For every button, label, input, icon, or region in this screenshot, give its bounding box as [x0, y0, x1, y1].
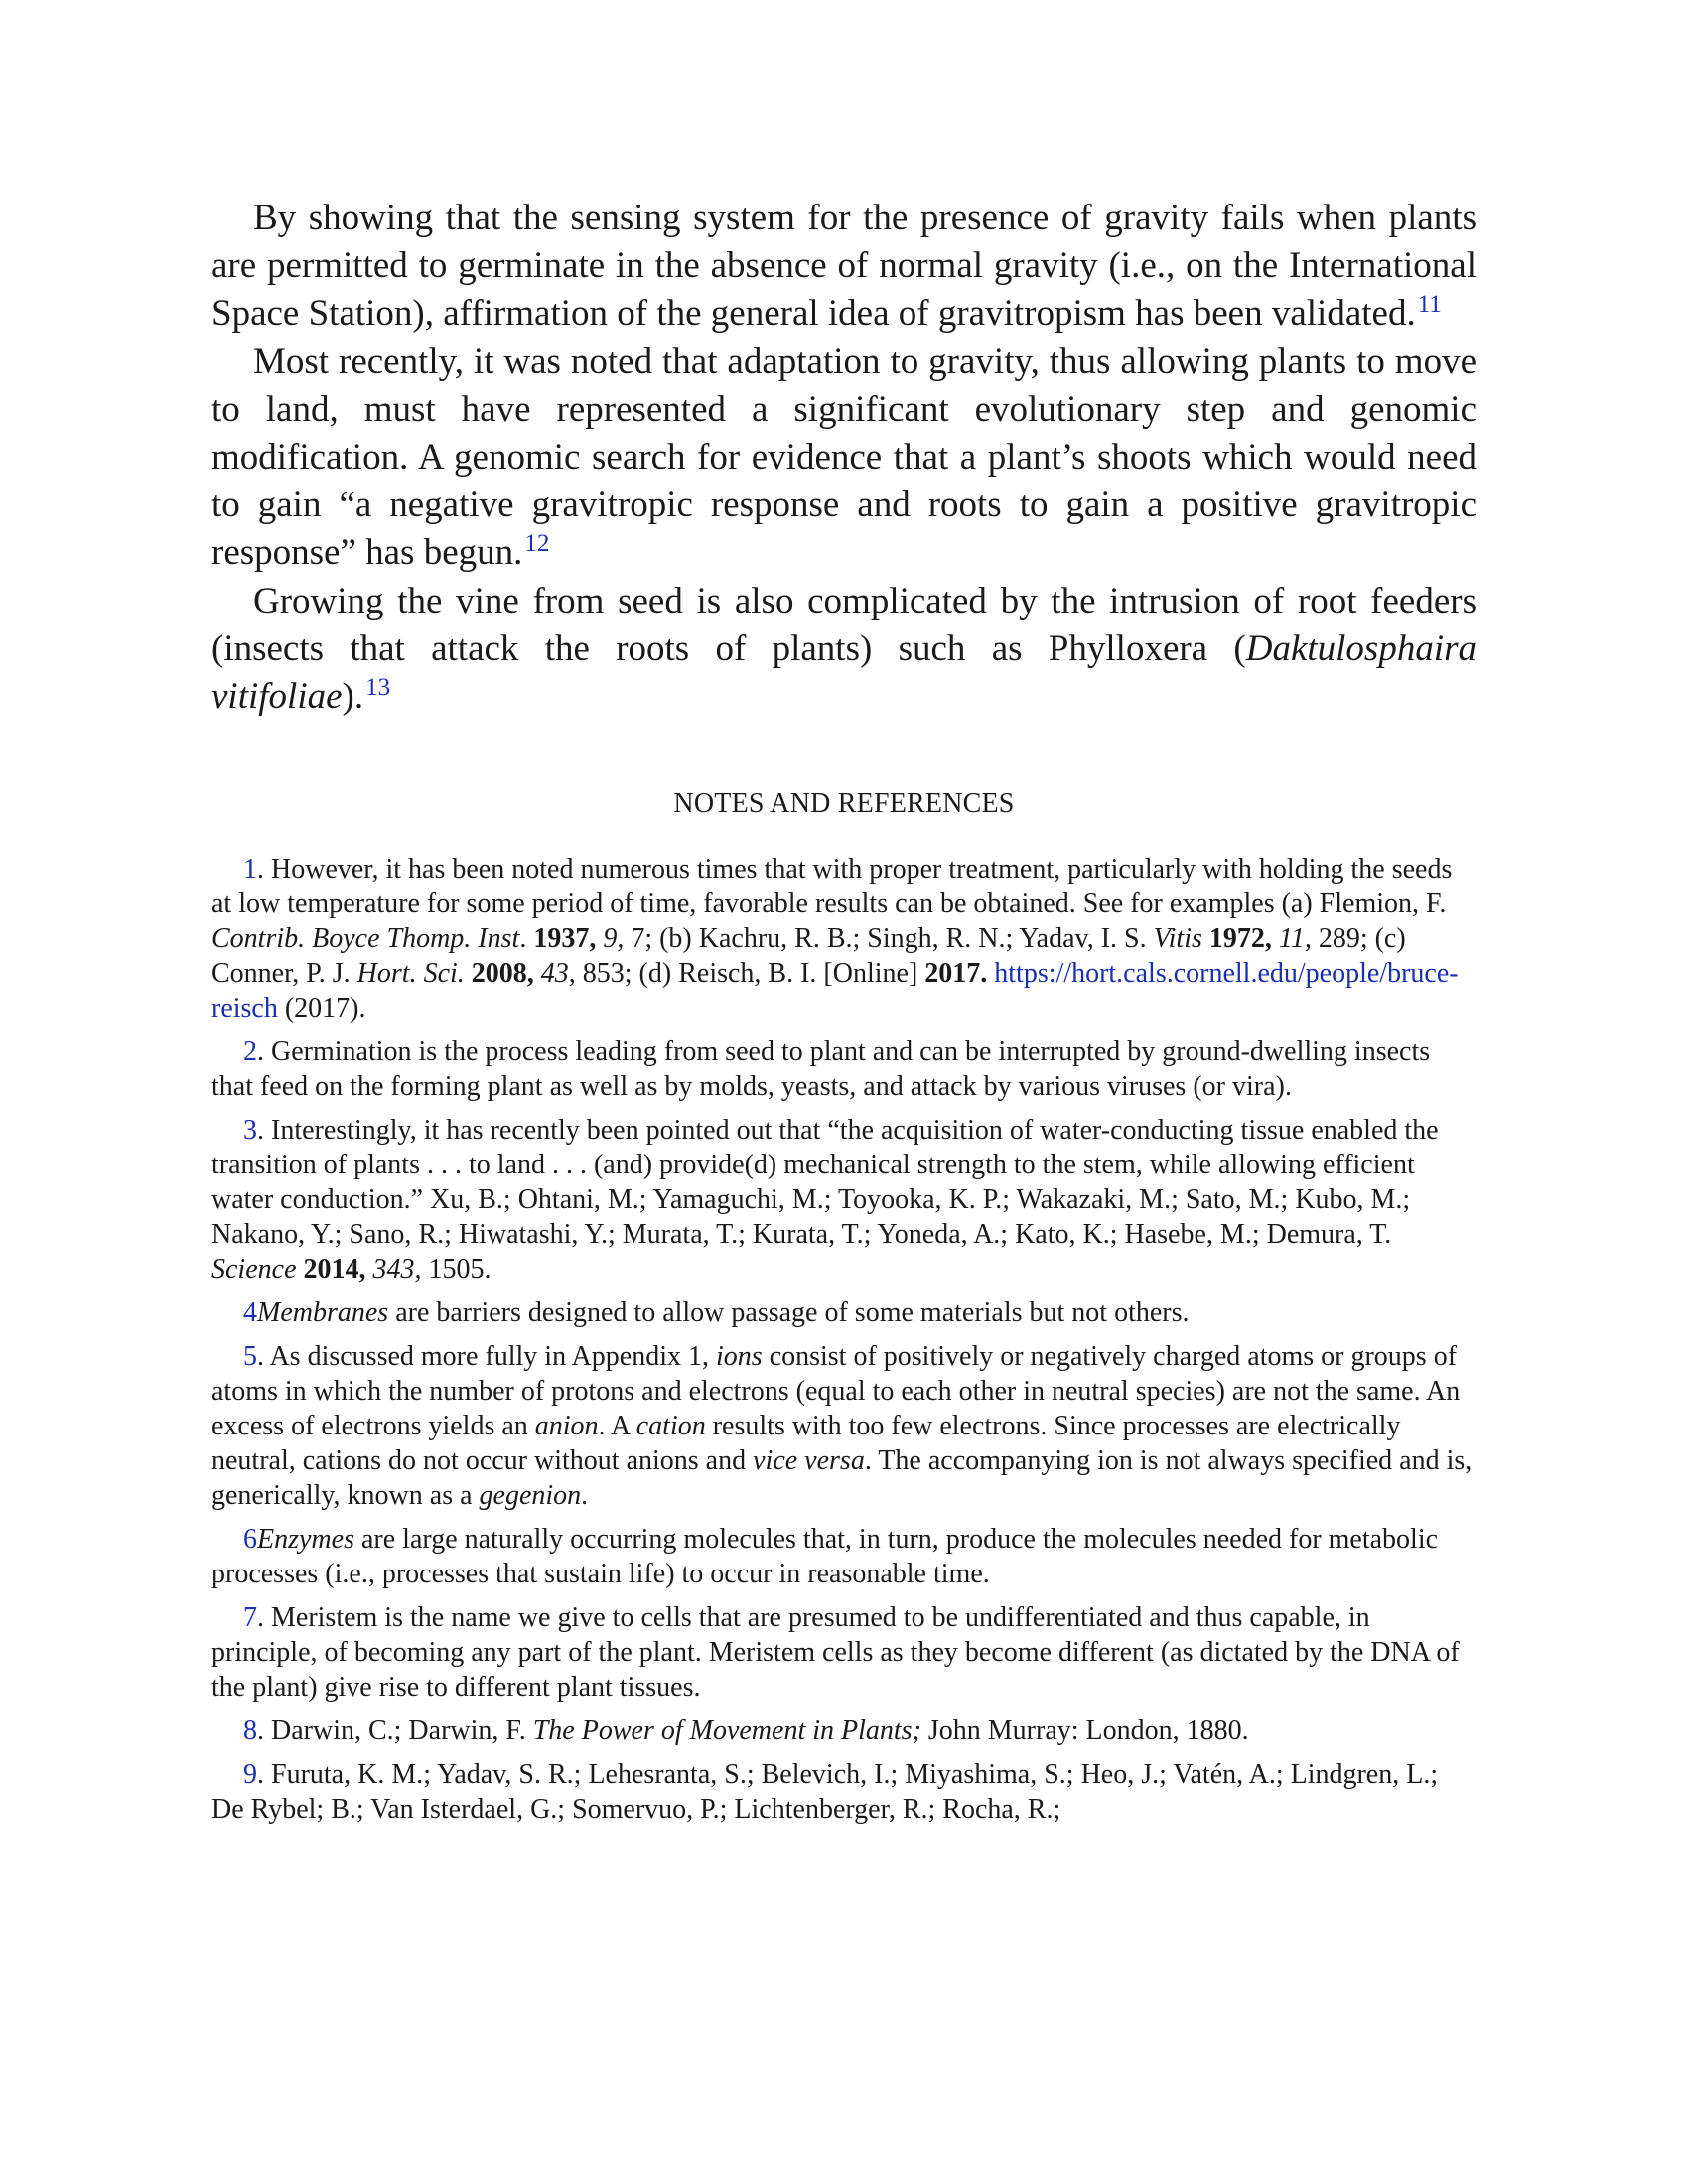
notes-section-title: NOTES AND REFERENCES [673, 788, 1015, 819]
note-number-link[interactable]: 7 [243, 1602, 257, 1633]
note-7: 7. Meristem is the name we give to cells that are presumed to be undifferentiated and thus capable, in principle, of becoming any part of the plant. Meristem cells as they become different (as dictated by the DNA of the plant) give rise to different plant tissues. [211, 1602, 1460, 1703]
body-paragraph-2 [211, 339, 1477, 577]
body-paragraph-2-text: Most recently, it was noted that adaptation to gravity, thus allowing plants to move to land, must have represented a significant evolutionary step and genomic modification. A genomic search for evidence that a plant’s shoots which would need to gain “a negative gravitropic response and roots to gain a positive gravitropic response” has begun. [211, 341, 1477, 573]
note-number-link[interactable]: 6 [243, 1524, 257, 1555]
citation-link-13[interactable]: 13 [365, 674, 391, 701]
note-number-link[interactable]: 5 [243, 1341, 257, 1372]
note-8: 8. Darwin, C.; Darwin, F. The Power of Movement in Plants; John Murray: London, 1880. [243, 1715, 1249, 1746]
note-number-link[interactable]: 1 [243, 854, 257, 885]
note-number-link[interactable]: 2 [243, 1036, 257, 1067]
note-4: 4Membranes are barriers designed to allow passage of some materials but not others. [243, 1297, 1190, 1328]
body-paragraph-3-tail: ). [342, 676, 364, 717]
body-paragraph-1-text: By showing that the sensing system for the presence of gravity fails when plants are permitted to germinate in the absence of normal gravity (i.e., on the International Space Station), affirmation of the general idea of gravitropism has been validated. [211, 198, 1477, 334]
note-number-link[interactable]: 9 [243, 1759, 257, 1790]
page-content [211, 195, 1477, 1836]
note-2: 2. Germination is the process leading from seed to plant and can be interrupted by ground-dwelling insects that feed on the forming plant as well as by molds, yeasts, and attack by various viruses (or vira). [211, 1036, 1431, 1102]
note-6: 6Enzymes are large naturally occurring molecules that, in turn, produce the molecules needed for metabolic processes (i.e., processes that sustain life) to occur in reasonable time. [211, 1524, 1439, 1589]
note-number-link[interactable]: 4 [243, 1297, 257, 1328]
citation-link-12[interactable]: 12 [524, 530, 550, 557]
reference-url-link[interactable]: https://hort.cals.cornell.edu/people/bruce-reisch [211, 958, 1459, 1024]
note-number-link[interactable]: 3 [243, 1115, 257, 1146]
body-paragraph-1 [211, 195, 1477, 338]
note-9: 9. Furuta, K. M.; Yadav, S. R.; Lehesranta, S.; Belevich, I.; Miyashima, S.; Heo, J.; Vatén, A.; Lindgren, L.; De Rybel; B.; Van Isterdael, G.; Somervuo, P.; Lichtenberger, R.; Rocha, R.; [211, 1759, 1439, 1825]
body-paragraph-3 [211, 578, 1477, 721]
body-paragraph-3-text: Growing the vine from seed is also complicated by the intrusion of root feeders (insects that attack the roots of plants) such as Phylloxera ( [211, 581, 1477, 669]
note-5: 5. As discussed more fully in Appendix 1, ions consist of positively or negatively charged atoms or groups of atoms in which the number of protons and electrons (equal to each other in neutral species) are not the same. An excess of electrons yields an anion. A cation results with too few electrons. Since processes are electrically neutral, cations do not occur without anions and vice versa. The accompanying ion is not always specified and is, generically, known as a gegenion. [211, 1341, 1473, 1511]
species-name: Daktulosphaira vitifoliae [211, 628, 1477, 717]
note-number-link[interactable]: 8 [243, 1715, 257, 1746]
citation-link-11[interactable]: 11 [1417, 291, 1442, 318]
note-3: 3. Interestingly, it has recently been pointed out that “the acquisition of water-conducting tissue enabled the transition of plants . . . to land . . . (and) provide(d) mechanical strength to the stem, while allowing efficient water conduction.” Xu, B.; Ohtani, M.; Yamaguchi, M.; Toyooka, K. P.; Wakazaki, M.; Sato, M.; Kubo, M.; Nakano, Y.; Sano, R.; Hiwatashi, Y.; Murata, T.; Kurata, T.; Yoneda, A.; Kato, K.; Hasebe, M.; Demura, T. Science 2014, 343, 1505. [211, 1115, 1439, 1285]
note-1: 1. However, it has been noted numerous times that with proper treatment, particularly with holding the seeds at low temperature for some period of time, favorable results can be obtained. See for examples (a) Flemion, F. Contrib. Boyce Thomp. Inst. 1937, 9, 7; (b) Kachru, R. B.; Singh, R. N.; Yadav, I. S. Vitis 1972, 11, 289; (c) Conner, P. J. Hort. Sci. 2008, 43, 853; (d) Reisch, B. I. [Online] 2017. https://hort.cals.cornell.edu/people/bruce-reisch (2017). [211, 854, 1459, 1024]
